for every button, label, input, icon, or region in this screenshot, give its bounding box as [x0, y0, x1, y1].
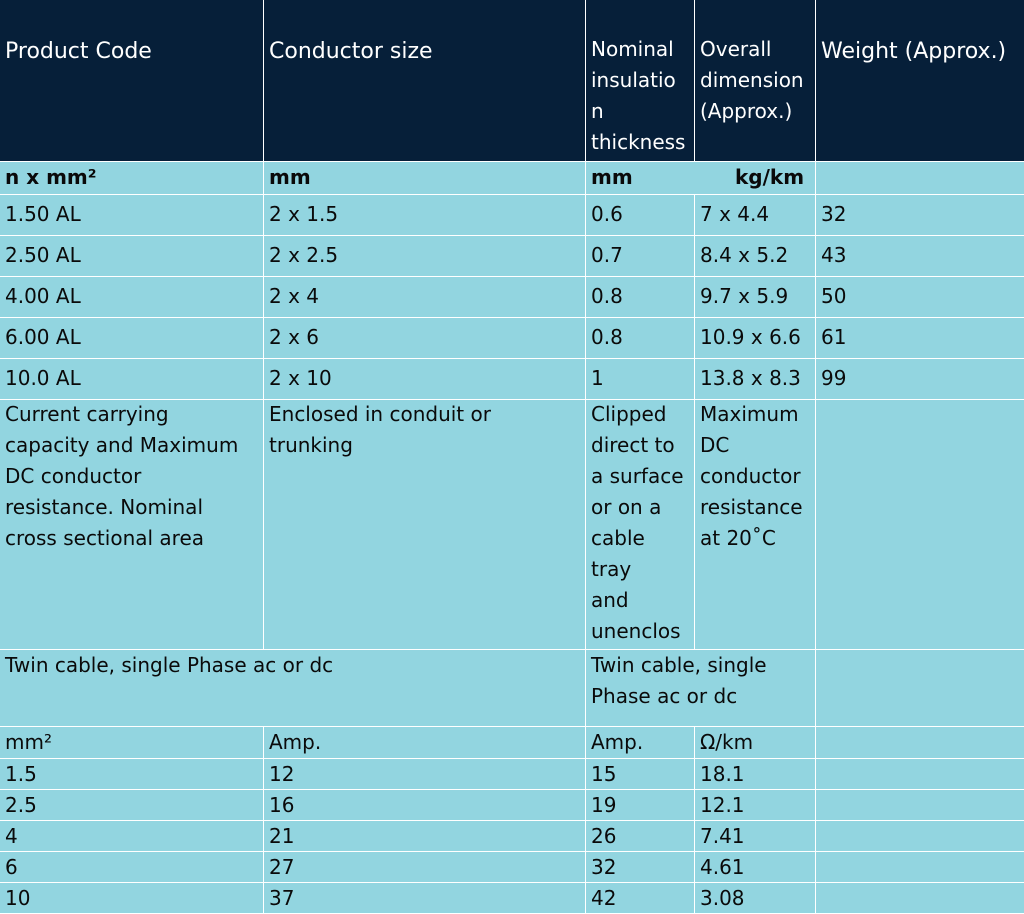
product-row-weight: 61 [816, 318, 1024, 359]
product-row-dimension: 7 x 4.4 [695, 195, 816, 236]
capacity-row-empty [816, 883, 1024, 914]
twin-cable-empty [816, 650, 1024, 727]
capacity-row-resistance: 7.41 [695, 821, 816, 852]
capacity-row-clipped: 32 [586, 852, 695, 883]
unit-product-code: n x mm² [0, 162, 264, 195]
product-row-insulation: 0.7 [586, 236, 695, 277]
product-row-conductor-size: 2 x 6 [264, 318, 586, 359]
capacity-row-empty [816, 790, 1024, 821]
product-row-weight: 32 [816, 195, 1024, 236]
capacity-row-clipped: 42 [586, 883, 695, 914]
unit-weight: kg/km [730, 162, 816, 195]
header-conductor-size: Conductor size [264, 0, 586, 162]
capacity-row-enclosed: 16 [264, 790, 586, 821]
capacity-row-empty [816, 821, 1024, 852]
capacity-row-area: 4 [0, 821, 264, 852]
product-row-dimension: 13.8 x 8.3 [695, 359, 816, 400]
capacity-row-area: 6 [0, 852, 264, 883]
capacity-header-resistance: Maximum DC conductor resistance at 20˚C [695, 399, 816, 650]
capacity-header-clipped: Clipped direct to a surface or on a cable tray and unenclos [586, 399, 695, 650]
capacity-row-empty [816, 759, 1024, 790]
capacity-row-resistance: 12.1 [695, 790, 816, 821]
capacity-unit-enclosed: Amp. [264, 727, 586, 759]
capacity-unit-empty [816, 727, 1024, 759]
product-row-conductor-size: 2 x 10 [264, 359, 586, 400]
capacity-unit-resistance: Ω/km [695, 727, 816, 759]
capacity-row-clipped: 19 [586, 790, 695, 821]
capacity-row-resistance: 3.08 [695, 883, 816, 914]
product-row-conductor-size: 2 x 4 [264, 277, 586, 318]
product-row-product-code: 4.00 AL [0, 277, 264, 318]
capacity-unit-area: mm² [0, 727, 264, 759]
product-row-conductor-size: 2 x 1.5 [264, 195, 586, 236]
capacity-row-area: 10 [0, 883, 264, 914]
capacity-row-enclosed: 21 [264, 821, 586, 852]
capacity-row-area: 1.5 [0, 759, 264, 790]
product-row-weight: 99 [816, 359, 1024, 400]
capacity-header-empty [816, 399, 1024, 650]
product-row-conductor-size: 2 x 2.5 [264, 236, 586, 277]
product-row-product-code: 1.50 AL [0, 195, 264, 236]
capacity-unit-clipped: Amp. [586, 727, 695, 759]
capacity-row-resistance: 18.1 [695, 759, 816, 790]
unit-conductor-size: mm [264, 162, 586, 195]
product-row-weight: 43 [816, 236, 1024, 277]
capacity-header-area: Current carrying capacity and Maximum DC conductor resistance. Nominal cross sectional area [0, 399, 264, 650]
capacity-row-clipped: 26 [586, 821, 695, 852]
twin-cable-right: Twin cable, single Phase ac or dc [586, 650, 816, 727]
twin-cable-left: Twin cable, single Phase ac or dc [0, 650, 586, 727]
capacity-header-enclosed: Enclosed in conduit or trunking [264, 399, 586, 650]
product-row-insulation: 0.6 [586, 195, 695, 236]
product-row-product-code: 2.50 AL [0, 236, 264, 277]
header-nominal-insulation: Nominal insulatio n thickness [586, 0, 695, 162]
capacity-row-empty [816, 852, 1024, 883]
product-row-product-code: 6.00 AL [0, 318, 264, 359]
header-product-code: Product Code [0, 0, 264, 162]
capacity-row-area: 2.5 [0, 790, 264, 821]
product-row-insulation: 1 [586, 359, 695, 400]
capacity-row-enclosed: 12 [264, 759, 586, 790]
product-row-insulation: 0.8 [586, 318, 695, 359]
product-row-insulation: 0.8 [586, 277, 695, 318]
product-row-dimension: 10.9 x 6.6 [695, 318, 816, 359]
capacity-row-clipped: 15 [586, 759, 695, 790]
product-row-dimension: 9.7 x 5.9 [695, 277, 816, 318]
header-overall-dimension: Overall dimension (Approx.) [695, 0, 816, 162]
unit-insulation: mm [586, 162, 730, 195]
capacity-row-enclosed: 27 [264, 852, 586, 883]
product-row-product-code: 10.0 AL [0, 359, 264, 400]
capacity-row-enclosed: 37 [264, 883, 586, 914]
header-weight: Weight (Approx.) [816, 0, 1024, 162]
product-row-dimension: 8.4 x 5.2 [695, 236, 816, 277]
product-row-weight: 50 [816, 277, 1024, 318]
unit-empty [816, 162, 1024, 195]
capacity-row-resistance: 4.61 [695, 852, 816, 883]
